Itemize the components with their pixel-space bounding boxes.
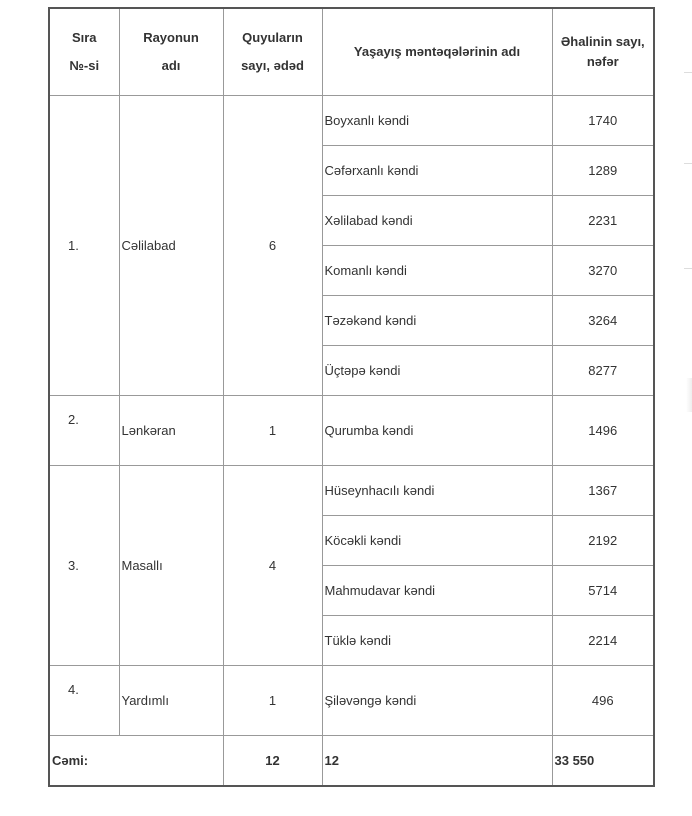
side-divider bbox=[684, 72, 692, 73]
header-ehali: Əhalinin sayı, nəfər bbox=[552, 8, 654, 96]
row-population: 2231 bbox=[552, 196, 654, 246]
table-total-row bbox=[49, 736, 654, 786]
row-quyu: 6 bbox=[223, 96, 322, 396]
row-village: Qurumba kəndi bbox=[322, 396, 552, 466]
header-sira: Sıra №-si bbox=[49, 8, 119, 96]
row-sira: 2. bbox=[49, 396, 119, 466]
total-quyu: 12 bbox=[223, 736, 322, 786]
table-row bbox=[49, 396, 654, 466]
row-quyu: 1 bbox=[223, 666, 322, 736]
total-label: Cəmi: bbox=[49, 736, 223, 786]
total-ehali: 33 550 bbox=[552, 736, 654, 786]
row-village: Hüseynhacılı kəndi bbox=[322, 466, 552, 516]
row-rayon: Yardımlı bbox=[119, 666, 223, 736]
row-population: 1289 bbox=[552, 146, 654, 196]
row-sira: 4. bbox=[49, 666, 119, 736]
row-sira: 1. bbox=[49, 96, 119, 396]
row-population: 3264 bbox=[552, 296, 654, 346]
row-population: 5714 bbox=[552, 566, 654, 616]
header-yasayis: Yaşayış məntəqələrinin adı bbox=[322, 8, 552, 96]
row-village: Tüklə kəndi bbox=[322, 616, 552, 666]
row-population: 1740 bbox=[552, 96, 654, 146]
table-row bbox=[49, 666, 654, 736]
row-village: Üçtəpə kəndi bbox=[322, 346, 552, 396]
row-village: Komanlı kəndi bbox=[322, 246, 552, 296]
header-quyu: Quyuların sayı, ədəd bbox=[223, 8, 322, 96]
table-row bbox=[49, 96, 654, 146]
row-village: Cəfərxanlı kəndi bbox=[322, 146, 552, 196]
row-village: Şiləvəngə kəndi bbox=[322, 666, 552, 736]
row-population: 3270 bbox=[552, 246, 654, 296]
row-village: Boyxanlı kəndi bbox=[322, 96, 552, 146]
row-population: 2214 bbox=[552, 616, 654, 666]
table-row bbox=[49, 466, 654, 516]
row-village: Mahmudavar kəndi bbox=[322, 566, 552, 616]
row-quyu: 1 bbox=[223, 396, 322, 466]
row-quyu: 4 bbox=[223, 466, 322, 666]
row-village: Təzəkənd kəndi bbox=[322, 296, 552, 346]
table-header-row bbox=[49, 8, 654, 96]
row-rayon: Cəlilabad bbox=[119, 96, 223, 396]
wells-table bbox=[48, 7, 655, 787]
row-sira: 3. bbox=[49, 466, 119, 666]
side-divider bbox=[684, 163, 692, 164]
row-rayon: Masallı bbox=[119, 466, 223, 666]
header-rayon: Rayonun adı bbox=[119, 8, 223, 96]
row-population: 496 bbox=[552, 666, 654, 736]
side-shade bbox=[686, 378, 692, 412]
row-population: 2192 bbox=[552, 516, 654, 566]
row-village: Xəlilabad kəndi bbox=[322, 196, 552, 246]
row-village: Köcəkli kəndi bbox=[322, 516, 552, 566]
row-rayon: Lənkəran bbox=[119, 396, 223, 466]
side-divider bbox=[684, 268, 692, 269]
row-population: 1496 bbox=[552, 396, 654, 466]
total-yasayis: 12 bbox=[322, 736, 552, 786]
row-population: 1367 bbox=[552, 466, 654, 516]
row-population: 8277 bbox=[552, 346, 654, 396]
